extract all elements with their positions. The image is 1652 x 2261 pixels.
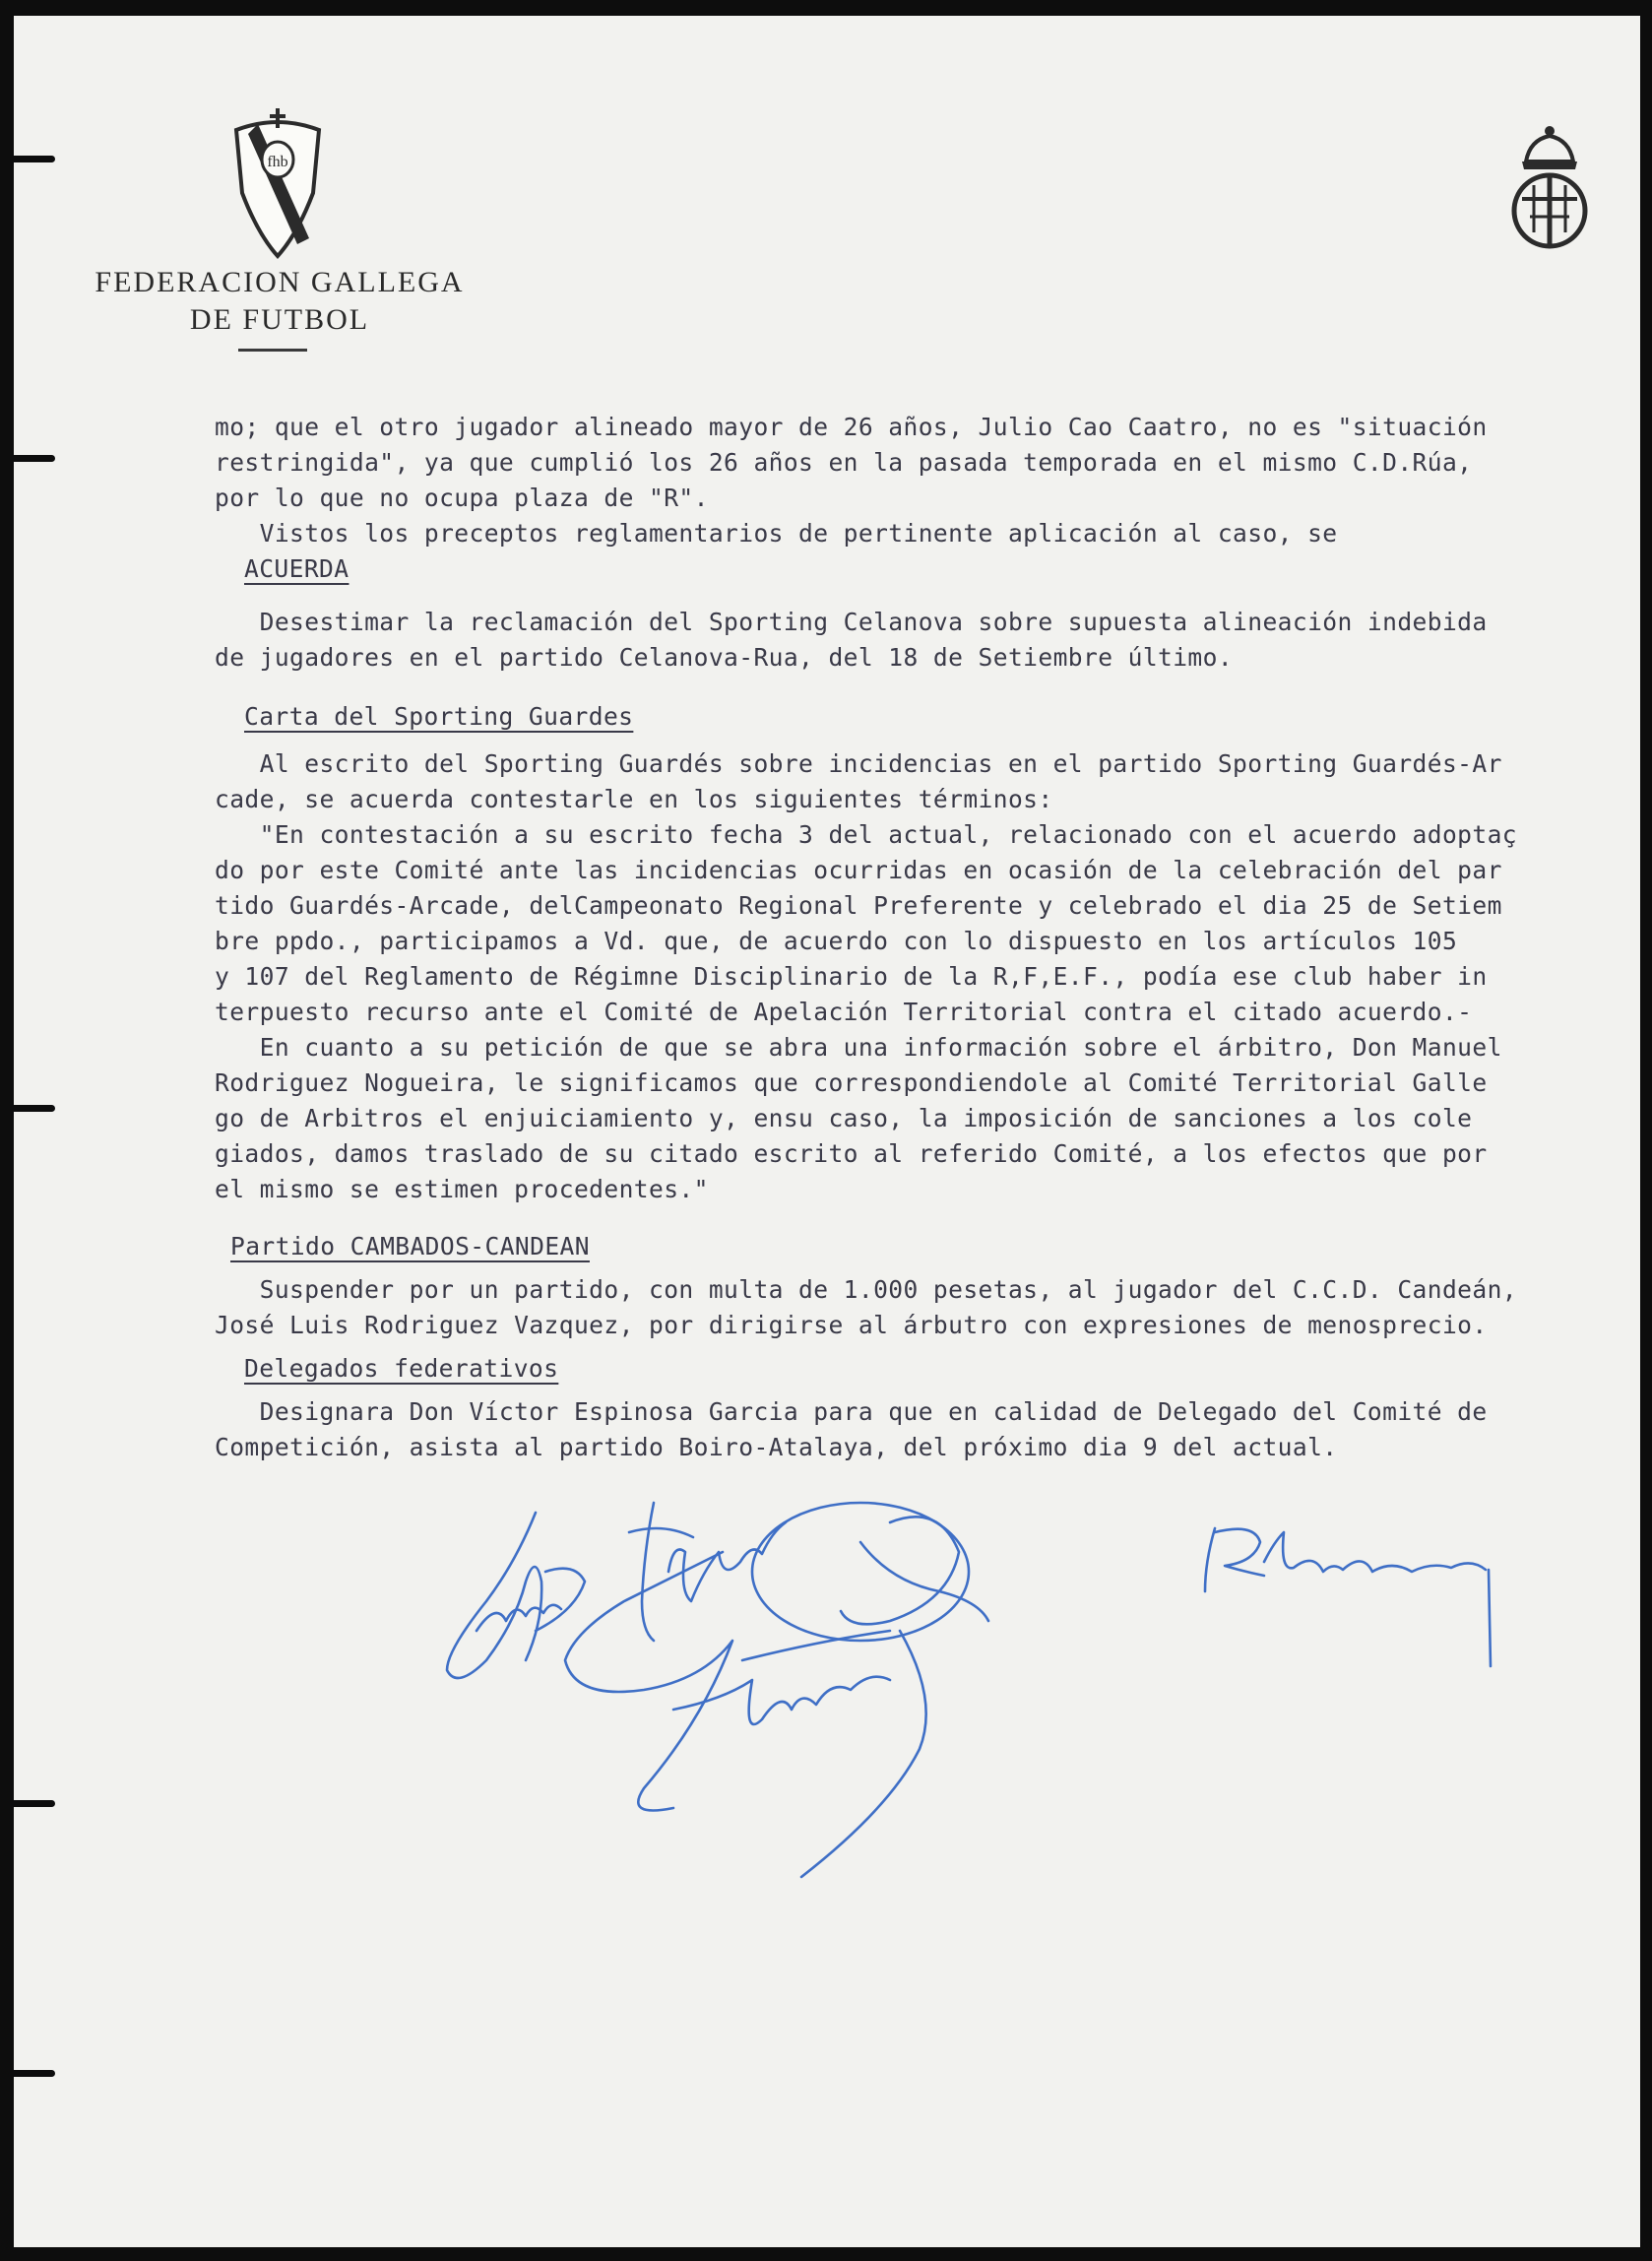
text-line: y 107 del Reglamento de Régimne Disciplinario de la R,F,E.F., podía ese club haber in: [215, 962, 1488, 991]
federation-name: [73, 264, 486, 339]
punch-hole: [14, 455, 55, 462]
text-line: Suspender por un partido, con multa de 1.000 pesetas, al jugador del C.C.D. Candeán,: [215, 1275, 1517, 1304]
text-line: Competición, asista al partido Boiro-Atalaya, del próximo dia 9 del actual.: [215, 1433, 1338, 1461]
text-line: Designara Don Víctor Espinosa Garcia para que en calidad de Delegado del Comité de: [215, 1397, 1488, 1426]
federation-name-line2: DE FUTBOL: [189, 303, 370, 336]
text-line: do por este Comité ante las incidencias ocurridas en ocasión de la celebración del par: [215, 856, 1502, 884]
federation-shield-icon: [228, 108, 327, 266]
text-line: "En contestación a su escrito fecha 3 del actual, relacionado con el acuerdo adoptaç: [215, 820, 1517, 849]
text-line: por lo que no ocupa plaza de "R".: [215, 484, 709, 512]
text-line: tido Guardés-Arcade, delCampeonato Regional Preferente y celebrado el dia 25 de Setiem: [215, 891, 1502, 920]
text-line: bre ppdo., participamos a Vd. que, de acuerdo con lo dispuesto en los artículos 105: [215, 927, 1458, 955]
svg-text:fhb: fhb: [267, 154, 288, 170]
text-line: cade, se acuerda contestarle en los siguientes términos:: [215, 785, 1053, 813]
section-heading-cambados: Partido CAMBADOS-CANDEAN: [230, 1232, 590, 1260]
punch-hole: [14, 156, 55, 162]
crowned-crest-icon: [1500, 122, 1599, 256]
text-line: Vistos los preceptos reglamentarios de pertinente aplicación al caso, se: [215, 519, 1338, 548]
section-heading-delegados: Delegados federativos: [244, 1354, 559, 1383]
punch-hole: [14, 2070, 55, 2077]
document-page: [14, 16, 1640, 2247]
text-line: mo; que el otro jugador alineado mayor de 26 años, Julio Cao Caatro, no es "situación: [215, 413, 1488, 441]
text-line: terpuesto recurso ante el Comité de Apelación Territorial contra el citado acuerdo.-: [215, 998, 1473, 1026]
text-line: de jugadores en el partido Celanova-Rua, del 18 de Setiembre último.: [215, 643, 1234, 672]
signature-2: [629, 1503, 786, 1641]
text-line: restringida", ya que cumplió los 26 años en la pasada temporada en el mismo C.D.Rúa,: [215, 448, 1473, 477]
section-heading-carta: Carta del Sporting Guardes: [244, 702, 634, 731]
text-line: go de Arbitros el enjuiciamiento y, ensu caso, la imposición de sanciones a los cole: [215, 1104, 1473, 1132]
signatures: [427, 1493, 1559, 1916]
text-line: Rodriguez Nogueira, le significamos que correspondiendole al Comité Territorial Galle: [215, 1068, 1488, 1097]
letterhead-rule: [238, 349, 307, 352]
text-line: Desestimar la reclamación del Sporting Celanova sobre supuesta alineación indebida: [215, 608, 1488, 636]
text-line: Al escrito del Sporting Guardés sobre incidencias en el partido Sporting Guardés-Ar: [215, 749, 1502, 778]
punch-hole: [14, 1800, 55, 1807]
signature-1: [447, 1513, 585, 1678]
text-line: el mismo se estimen procedentes.": [215, 1175, 709, 1203]
text-line: giados, damos traslado de su citado escrito al referido Comité, a los efectos que por: [215, 1139, 1488, 1168]
signature-3: [565, 1552, 890, 1811]
text-line: En cuanto a su petición de que se abra una información sobre el árbitro, Don Manuel: [215, 1033, 1502, 1062]
acuerda-heading: ACUERDA: [244, 554, 349, 583]
punch-hole: [14, 1105, 55, 1112]
signature-5: [1205, 1528, 1491, 1666]
signature-4: [752, 1503, 988, 1877]
resolution-text: [215, 410, 1613, 1465]
federation-name-line1: FEDERACION GALLEGA: [95, 266, 465, 298]
text-line: José Luis Rodriguez Vazquez, por dirigirse al árbutro con expresiones de menosprecio.: [215, 1311, 1488, 1339]
